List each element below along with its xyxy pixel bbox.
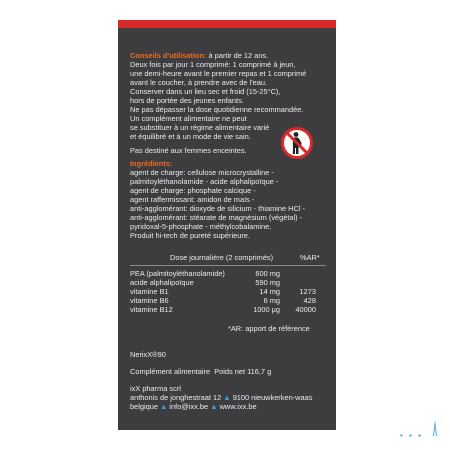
usage-line: et équilibré et à un mode de vie sain. <box>130 132 251 141</box>
table-divider <box>130 265 326 266</box>
table-row-ar: 428 <box>303 296 316 305</box>
city: 9100 nieuwkerken-waas <box>232 393 313 402</box>
usage-heading-line <box>130 52 268 60</box>
decorative-dots: ▪ ▪ ▪ <box>400 431 423 440</box>
usage-line: Conserver dans un lieu sec et froid (15-25°C), <box>130 87 281 96</box>
country: belgique <box>130 402 158 411</box>
ingredients-heading: Ingrédients: <box>130 159 173 168</box>
usage-line: Un complément alimentaire ne peut <box>130 114 247 123</box>
usage-heading: Conseils d'utilisation: <box>130 51 207 60</box>
usage-line: Deux fois par jour 1 comprimé: 1 comprimé à jeun, <box>130 60 296 69</box>
product-name: NerixX®90 <box>130 350 166 359</box>
product-label-panel <box>118 20 336 430</box>
triangle-bullet-icon: ▲ <box>210 402 218 411</box>
usage-line: une demi-heure avant le premier repas et 1 comprimé <box>130 69 307 78</box>
table-row-ar: 1273 <box>299 287 316 296</box>
product-category: Complément alimentaire <box>130 367 211 376</box>
usage-age: à partir de 12 ans. <box>206 51 269 60</box>
table-row-ar: 40000 <box>295 305 316 314</box>
company-contact <box>130 403 257 411</box>
website: www.ixx.be <box>219 402 257 411</box>
ingredient-line: anti-agglomérant: dioxyde de silicium - thiamine HCl - <box>130 204 305 213</box>
top-red-bar <box>118 20 336 28</box>
street: anthonis de jonghestraat 12 <box>130 393 222 402</box>
triangle-bullet-icon: ▲ <box>223 393 231 402</box>
table-row-amount: 590 mg <box>255 278 280 287</box>
product-line <box>130 368 271 376</box>
no-pregnancy-icon <box>280 126 314 160</box>
dose-header: Dose journalière (2 comprimés) <box>170 253 274 262</box>
table-row-amount: 14 mg <box>259 287 280 296</box>
usage-line: avant le coucher, à prendre avec de l'eau. <box>130 78 267 87</box>
company-name: ixX pharma scrl <box>130 384 181 393</box>
ingredient-line: agent de charge: phosphate calcique - <box>130 186 256 195</box>
table-row-name: vitamine B12 <box>130 305 173 314</box>
ingredient-line: palmitoyléthanolamide - acide alphalipoïque - <box>130 177 279 186</box>
ar-header: %AR* <box>300 253 320 262</box>
triangle-bullet-icon: ▲ <box>160 402 168 411</box>
table-row-name: vitamine B1 <box>130 287 169 296</box>
table-row-amount: 1000 µg <box>253 305 280 314</box>
brand-mark-icon <box>431 420 439 436</box>
ingredient-line: agent de charge: cellulose microcrystalline - <box>130 168 274 177</box>
ingredient-line: Produit hi-tech de pureté supérieure. <box>130 231 250 240</box>
table-row-name: PEA (palmitoyléthanolamide) <box>130 269 225 278</box>
ingredient-line: pyridoxal-5-phosphate - méthylcobalamine. <box>130 222 272 231</box>
ar-footnote: *AR: apport de référence <box>228 324 310 333</box>
ingredient-line: anti-agglomérant: stéarate de magnésium (végétal) - <box>130 213 303 222</box>
pregnancy-warning: Pas destiné aux femmes enceintes. <box>130 146 247 155</box>
usage-line: se substituer à un régime alimentaire varié <box>130 123 270 132</box>
email: info@ixx.be <box>169 402 209 411</box>
usage-line: hors de portée des jeunes enfants. <box>130 96 244 105</box>
table-row-amount: 600 mg <box>255 269 280 278</box>
company-address <box>130 394 312 402</box>
table-row-amount: 6 mg <box>263 296 280 305</box>
net-weight: Poids net 116,7 g <box>214 367 272 376</box>
usage-line: Ne pas dépasser la dose quotidienne recommandée. <box>130 105 304 114</box>
table-row-name: acide alphalipoïque <box>130 278 194 287</box>
table-row-name: vitamine B6 <box>130 296 169 305</box>
ingredient-line: agent raffermissant: amidon de maïs - <box>130 195 255 204</box>
